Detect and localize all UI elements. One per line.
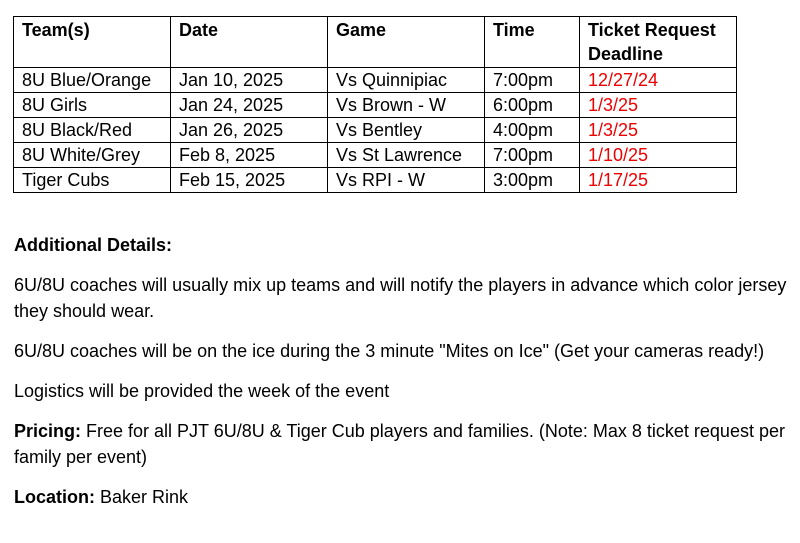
details-location — [14, 484, 796, 510]
cell-game: Vs Brown - W — [328, 93, 485, 118]
table-header-row — [14, 17, 737, 68]
cell-date: Jan 26, 2025 — [171, 118, 328, 143]
table-row — [14, 93, 737, 118]
table-row — [14, 68, 737, 93]
header-time: Time — [485, 17, 580, 68]
details-paragraph-mites-on-ice: 6U/8U coaches will be on the ice during the 3 minute "Mites on Ice" (Get your cameras ready!) — [14, 341, 765, 361]
cell-deadline: 1/3/25 — [580, 93, 737, 118]
header-date: Date — [171, 17, 328, 68]
cell-game: Vs Quinnipiac — [328, 68, 485, 93]
cell-date: Jan 24, 2025 — [171, 93, 328, 118]
cell-deadline: 1/10/25 — [580, 143, 737, 168]
table-row — [14, 118, 737, 143]
cell-time: 3:00pm — [485, 168, 580, 193]
additional-details — [14, 232, 796, 524]
details-pricing — [14, 418, 796, 470]
cell-date: Feb 8, 2025 — [171, 143, 328, 168]
cell-time: 7:00pm — [485, 143, 580, 168]
location-label: Location: — [14, 487, 95, 507]
cell-time: 4:00pm — [485, 118, 580, 143]
cell-teams: Tiger Cubs — [14, 168, 171, 193]
pricing-label: Pricing: — [14, 421, 82, 441]
cell-teams: 8U Blue/Orange — [14, 68, 171, 93]
cell-deadline: 12/27/24 — [580, 68, 737, 93]
header-deadline — [580, 17, 737, 68]
cell-deadline: 1/17/25 — [580, 168, 737, 193]
details-paragraph-jerseys: 6U/8U coaches will usually mix up teams and will notify the players in advance which color jersey they should wear. — [14, 275, 787, 321]
cell-date: Feb 15, 2025 — [171, 168, 328, 193]
cell-game: Vs St Lawrence — [328, 143, 485, 168]
pricing-text: Free for all PJT 6U/8U & Tiger Cub players and families. (Note: Max 8 ticket request per family per event) — [14, 421, 785, 467]
header-game: Game — [328, 17, 485, 68]
table-row — [14, 143, 737, 168]
table-row — [14, 168, 737, 193]
cell-teams: 8U Girls — [14, 93, 171, 118]
cell-game: Vs RPI - W — [328, 168, 485, 193]
details-paragraph-logistics: Logistics will be provided the week of the event — [14, 381, 390, 401]
header-deadline-line2: Deadline — [588, 44, 664, 64]
header-teams: Team(s) — [14, 17, 171, 68]
cell-time: 7:00pm — [485, 68, 580, 93]
cell-teams: 8U Black/Red — [14, 118, 171, 143]
cell-game: Vs Bentley — [328, 118, 485, 143]
schedule-table — [13, 16, 737, 193]
location-text: Baker Rink — [95, 487, 189, 507]
cell-deadline: 1/3/25 — [580, 118, 737, 143]
header-deadline-line1: Ticket Request — [588, 20, 716, 40]
details-heading: Additional Details: — [14, 235, 173, 255]
cell-date: Jan 10, 2025 — [171, 68, 328, 93]
cell-teams: 8U White/Grey — [14, 143, 171, 168]
cell-time: 6:00pm — [485, 93, 580, 118]
